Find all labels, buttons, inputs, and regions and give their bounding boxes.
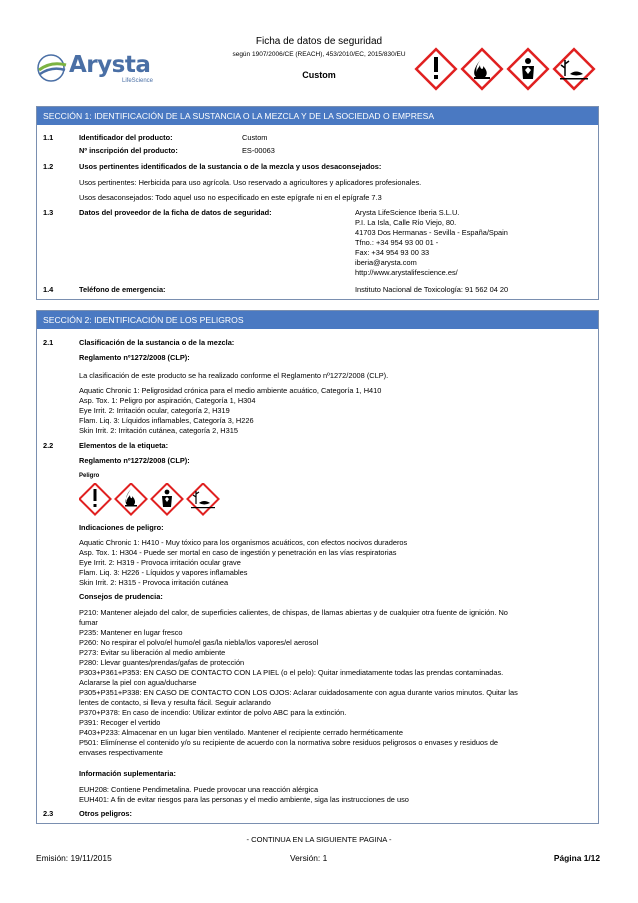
clp-regulation-2: Reglamento nº1272/2008 (CLP): — [79, 456, 190, 465]
precautionary-statement: lentes de contacto, si lleva y resulta fácil. Seguir aclarando — [79, 698, 271, 707]
document-title: Ficha de datos de seguridad — [255, 36, 383, 47]
number-1-2: 1.2 — [43, 162, 54, 171]
precautionary-statement: P501: Elimínense el contenido y/o su recipiente de acuerdo con la normativa sobre residuos peligrosos o envases y residuos de — [79, 738, 499, 747]
exclamation-icon — [416, 49, 456, 89]
continues-notice: - CONTINUA EN LA SIGUIENTE PAGINA - — [246, 835, 392, 844]
label-elements: Elementos de la etiqueta: — [79, 441, 169, 450]
supplier-line: P.I. La Isla, Calle Río Viejo, 80. — [355, 218, 457, 227]
hazard-statements-heading: Indicaciones de peligro: — [79, 523, 164, 532]
precautionary-statement: P260: No respirar el polvo/el humo/el gas/la niebla/los vapores/el aerosol — [79, 638, 319, 647]
issue-date: Emisión: 19/11/2015 — [36, 853, 112, 863]
section-2 — [36, 310, 599, 824]
environment-icon — [187, 483, 218, 514]
precautionary-list — [79, 608, 518, 758]
section-2-heading: SECCIÓN 2: IDENTIFICACIÓN DE LOS PELIGROS — [37, 311, 598, 329]
version: Versión: 1 — [290, 853, 328, 863]
registration-label: Nº inscripción del producto: — [79, 146, 178, 155]
health-hazard-icon — [508, 49, 548, 89]
signal-word: Peligro — [79, 473, 100, 479]
precautionary-statement: P305+P351+P338: EN CASO DE CONTACTO CON LOS OJOS: Aclarar cuidadosamente con agua durante varios minutos. Quitar las — [79, 688, 518, 697]
supplier-line: Fax: +34 954 93 00 33 — [355, 248, 430, 257]
hazard-statement: Skin Irrit. 2: H315 - Provoca irritación cutánea — [79, 578, 229, 587]
number-2-1: 2.1 — [43, 338, 54, 347]
supplier-line: Arysta LifeScience Iberia S.L.U. — [355, 208, 460, 217]
classification-item: Asp. Tox. 1: Peligro por aspiración, Categoría 1, H304 — [79, 396, 256, 405]
number-1-3: 1.3 — [43, 208, 54, 217]
supplementary-heading: Información suplementaria: — [79, 769, 176, 778]
precautionary-statement: P303+P361+P353: EN CASO DE CONTACTO CON LA PIEL (o el pelo): Quitar inmediatamente todas las prendas contaminadas. — [79, 668, 504, 677]
precautionary-statement: P235: Mantener en lugar fresco — [79, 628, 183, 637]
uses-advised-against: Usos desaconsejados: Todo aquel uso no especificado en este epígrafe ni en el epígrafe 7.3 — [79, 193, 382, 202]
number-2-3: 2.3 — [43, 809, 54, 818]
document-header — [0, 0, 638, 100]
precautionary-statement: P370+P378: En caso de incendio: Utilizar extintor de polvo ABC para la extinción. — [79, 708, 347, 717]
supplier-website[interactable]: http://www.arystalifescience.es/ — [355, 268, 458, 277]
number-2-2: 2.2 — [43, 441, 54, 450]
hazard-statement: Flam. Liq. 3: H226 - Líquidos y vapores inflamables — [79, 568, 248, 577]
supplementary-list — [79, 785, 409, 805]
precautionary-statement: P403+P233: Almacenar en un lugar bien ventilado. Mantener el recipiente cerrado herméticamente — [79, 728, 403, 737]
emergency-label: Teléfono de emergencia: — [79, 285, 166, 294]
classification-item: Skin Irrit. 2: Irritación cutánea, categoría 2, H315 — [79, 426, 238, 435]
precautionary-statement: P273: Evitar su liberación al medio ambiente — [79, 648, 226, 657]
supplementary-statement: EUH208: Contiene Pendimetalina. Puede provocar una reacción alérgica — [79, 785, 319, 794]
flame-icon — [462, 49, 502, 89]
precautionary-statement: Aclararse la piel con agua/ducharse — [79, 678, 197, 687]
supplier-label: Datos del proveedor de la ficha de datos de seguridad: — [79, 208, 272, 217]
supplier-line: Tfno.: +34 954 93 00 01 - — [355, 238, 439, 247]
hazard-statements-list — [79, 538, 407, 588]
registration-value: ES-00063 — [242, 146, 275, 155]
uses-heading: Usos pertinentes identificados de la sustancia o de la mezcla y usos desaconsejados: — [79, 162, 382, 171]
health-hazard-icon — [151, 483, 182, 514]
classification-item: Flam. Liq. 3: Líquidos inflamables, Categoría 3, H226 — [79, 416, 254, 425]
hazard-statement: Asp. Tox. 1: H304 - Puede ser mortal en caso de ingestión y penetración en las vías respiratorias — [79, 548, 397, 557]
classification-intro: La clasificación de este producto se ha realizado conforme el Reglamento nº1272/2008 (CLP). — [79, 371, 389, 380]
precautionary-statement: P280: Llevar guantes/prendas/gafas de protección — [79, 658, 245, 667]
classification-item: Eye Irrit. 2: Irritación ocular, categoría 2, H319 — [79, 406, 230, 415]
product-name: Custom — [302, 70, 336, 80]
uses-relevant: Usos pertinentes: Herbicida para uso agrícola. Uso reservado a agricultores y aplicadores profesionales. — [79, 178, 422, 187]
supplier-email[interactable]: iberia@arysta.com — [355, 258, 417, 267]
section-1-heading: SECCIÓN 1: IDENTIFICACIÓN DE LA SUSTANCIA O LA MEZCLA Y DE LA SOCIEDAD O EMPRESA — [37, 107, 598, 125]
precautionary-heading: Consejos de prudencia: — [79, 592, 163, 601]
environment-icon — [554, 49, 594, 89]
precautionary-statement: fumar — [79, 618, 98, 627]
logo-wordmark: Arysta — [69, 52, 151, 78]
number-1-4: 1.4 — [43, 285, 54, 294]
supplier-details — [355, 208, 508, 278]
supplier-line: 41703 Dos Hermanas - Sevilla - España/Spain — [355, 228, 508, 237]
flame-icon — [115, 483, 146, 514]
page-number: Página 1/12 — [553, 853, 600, 863]
precautionary-statement: envases respectivamente — [79, 748, 163, 757]
hazard-statement: Aquatic Chronic 1: H410 - Muy tóxico para los organismos acuáticos, con efectos nocivos duraderos — [79, 538, 408, 547]
precautionary-statement: P210: Mantener alejado del calor, de superficies calientes, de chispas, de llamas abiertas y de cualquier otra fuente de ignición. No — [79, 608, 508, 617]
hazard-statement: Eye Irrit. 2: H319 - Provoca irritación ocular grave — [79, 558, 241, 567]
exclamation-icon — [79, 483, 110, 514]
classification-item: Aquatic Chronic 1: Peligrosidad crónica para el medio ambiente acuático, Categoría 1, H410 — [79, 386, 382, 395]
supplementary-statement: EUH401: A fin de evitar riesgos para las personas y el medio ambiente, siga las instrucciones de uso — [79, 795, 409, 804]
precautionary-statement: P391: Recoger el vertido — [79, 718, 161, 727]
classification-list — [79, 386, 381, 436]
classification-label: Clasificación de la sustancia o de la mezcla: — [79, 338, 235, 347]
emergency-value: Instituto Nacional de Toxicología: 91 562 04 20 — [355, 285, 509, 294]
number-1-1: 1.1 — [43, 133, 54, 142]
other-hazards: Otros peligros: — [79, 809, 132, 818]
product-identifier-label: Identificador del producto: — [79, 133, 173, 142]
clp-regulation: Reglamento nº1272/2008 (CLP): — [79, 353, 190, 362]
label-pictograms — [79, 483, 223, 517]
logo-subtitle: LifeScience — [122, 78, 154, 84]
product-identifier-value: Custom — [242, 133, 268, 142]
regulation-reference: según 1907/2006/CE (REACH), 453/2010/EC, 2015/830/EU — [232, 51, 406, 58]
hazard-pictograms — [412, 46, 598, 94]
section-1 — [36, 106, 599, 300]
